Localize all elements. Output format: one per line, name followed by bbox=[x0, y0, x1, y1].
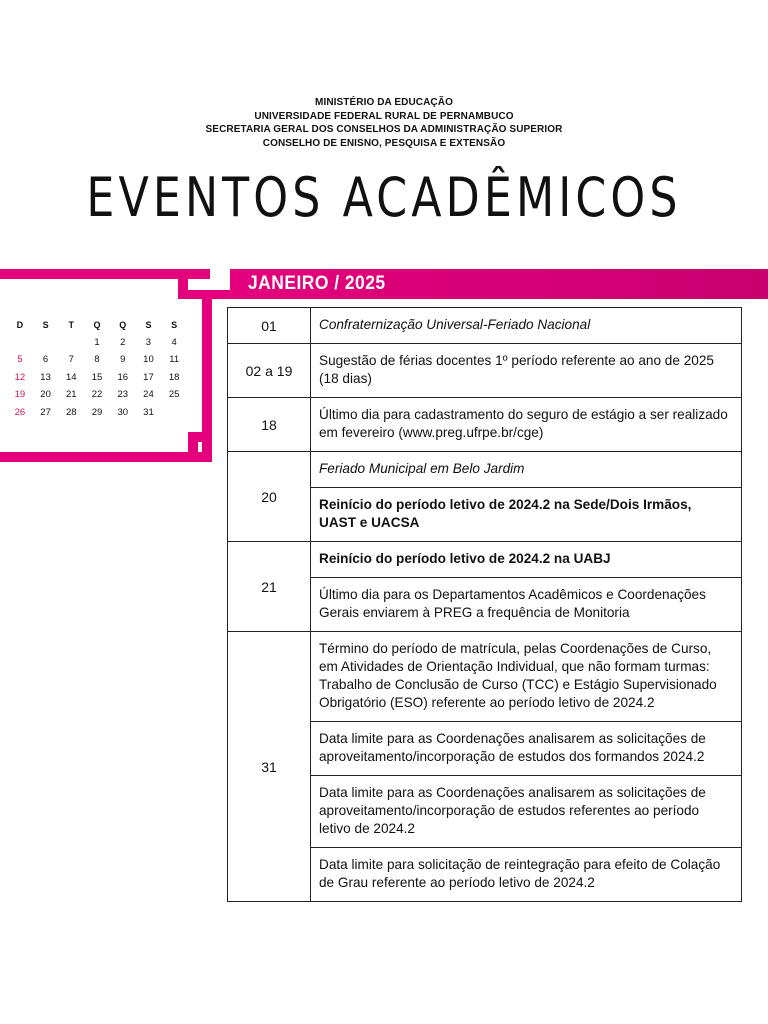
event-description: Data limite para solicitação de reintegração para efeito de Colação de Grau referente ao período letivo de 2024.2 bbox=[311, 847, 741, 901]
event-descriptions bbox=[311, 308, 741, 343]
event-date: 31 bbox=[228, 632, 311, 901]
calendar-day: 28 bbox=[66, 406, 77, 418]
calendar-day: 17 bbox=[143, 371, 154, 383]
calendar-day: 22 bbox=[91, 389, 103, 401]
month-label: JANEIRO / 2025 bbox=[248, 273, 386, 294]
calendar-day: 1 bbox=[94, 336, 100, 348]
event-description: Reinício do período letivo de 2024.2 na Sede/Dois Irmãos, UAST e UACSA bbox=[311, 487, 741, 541]
calendar-day: 6 bbox=[42, 354, 49, 366]
event-descriptions bbox=[311, 542, 741, 631]
calendar-day: 25 bbox=[168, 389, 180, 401]
event-date: 21 bbox=[228, 542, 311, 631]
event-row bbox=[228, 397, 741, 451]
event-description: Término do período de matrícula, pelas Coordenações de Curso, em Atividades de Orientação Individual, que não formam turmas: Trabalho de Conclusão de Curso (TCC) e Estágio Supervisionado Obrigatório (ESO) referente ao período letivo de 2024.2 bbox=[319, 641, 717, 710]
calendar-day: 5 bbox=[17, 354, 23, 366]
calendar-day: 26 bbox=[14, 406, 26, 418]
event-description: Sugestão de férias docentes 1º período referente ao ano de 2025 (18 dias) bbox=[319, 353, 714, 386]
calendar-week-row bbox=[7, 386, 187, 404]
event-date: 18 bbox=[228, 398, 311, 451]
event-row bbox=[228, 451, 741, 541]
event-description: Último dia para os Departamentos Acadêmicos e Coordenações Gerais enviarem à PREG a frequência de Monitoria bbox=[311, 577, 741, 631]
weekday-sunday: D bbox=[16, 319, 24, 330]
calendar-day: 13 bbox=[40, 371, 51, 383]
event-date: 20 bbox=[228, 452, 311, 541]
event-description: Reinício do período letivo de 2024.2 na UABJ bbox=[319, 551, 611, 566]
event-descriptions bbox=[311, 452, 741, 541]
calendar-day: 3 bbox=[145, 336, 152, 348]
calendar-day: 20 bbox=[40, 389, 51, 401]
weekday-thursday: Q bbox=[119, 319, 127, 330]
calendar-weekday-row bbox=[7, 316, 187, 334]
events-table bbox=[227, 307, 742, 902]
frame-notch-side bbox=[188, 432, 198, 462]
calendar-week-row bbox=[7, 404, 187, 422]
calendar-weeks bbox=[7, 334, 187, 422]
event-row bbox=[228, 308, 741, 343]
header-line-secretariat: SECRETARIA GERAL DOS CONSELHOS DA ADMINISTRAÇÃO SUPERIOR bbox=[205, 124, 563, 135]
calendar-day: 12 bbox=[14, 371, 26, 383]
calendar-day: 27 bbox=[40, 406, 51, 418]
event-description: Último dia para cadastramento do seguro de estágio a ser realizado em fevereiro (www.preg.ufrpe.br/cge) bbox=[319, 407, 728, 440]
calendar-day: 11 bbox=[169, 354, 180, 366]
calendar-week-row bbox=[7, 369, 187, 387]
event-date: 02 a 19 bbox=[228, 344, 311, 397]
weekday-friday: S bbox=[145, 319, 152, 330]
event-row bbox=[228, 343, 741, 397]
calendar-day: 19 bbox=[14, 389, 26, 401]
calendar-day: 23 bbox=[117, 389, 129, 401]
calendar-day: 21 bbox=[66, 389, 77, 401]
calendar-day: 4 bbox=[171, 336, 177, 348]
header-line-university: UNIVERSIDADE FEDERAL RURAL DE PERNAMBUCO bbox=[254, 110, 514, 122]
event-row bbox=[228, 541, 741, 631]
weekday-wednesday: Q bbox=[93, 319, 101, 330]
event-descriptions bbox=[311, 344, 741, 397]
event-row bbox=[228, 631, 741, 901]
weekday-tuesday: T bbox=[68, 319, 75, 330]
event-description: Data limite para as Coordenações analisarem as solicitações de aproveitamento/incorporação de estudos dos formandos 2024.2 bbox=[311, 721, 741, 775]
institution-header bbox=[0, 96, 768, 150]
event-description: Data limite para as Coordenações analisarem as solicitações de aproveitamento/incorporação de estudos referentes ao período letivo de 2024.2 bbox=[311, 775, 741, 847]
event-descriptions bbox=[311, 398, 741, 451]
calendar-day: 9 bbox=[120, 354, 126, 366]
page-title: EVENTOS ACADÊMICOS bbox=[86, 166, 682, 229]
header-line-council: CONSELHO DE ENISNO, PESQUISA E EXTENSÃO bbox=[262, 137, 506, 149]
calendar-day: 15 bbox=[91, 371, 103, 383]
event-description: Confraternização Universal-Feriado Nacional bbox=[319, 317, 591, 332]
header-line-ministry: MINISTÉRIO DA EDUCAÇÃO bbox=[315, 97, 453, 108]
calendar-day: 7 bbox=[68, 354, 74, 366]
calendar-day: 8 bbox=[94, 354, 100, 366]
frame-bottom bbox=[0, 452, 212, 462]
calendar-day: 14 bbox=[66, 371, 77, 383]
calendar-day: 2 bbox=[120, 336, 126, 348]
calendar-day: 18 bbox=[168, 371, 180, 383]
calendar-day: 16 bbox=[117, 371, 129, 383]
event-descriptions bbox=[311, 632, 741, 901]
calendar-day: 30 bbox=[117, 406, 129, 418]
calendar-day: 10 bbox=[143, 354, 154, 366]
calendar-day: 31 bbox=[143, 406, 154, 418]
mini-calendar bbox=[7, 316, 187, 421]
event-date: 01 bbox=[228, 308, 311, 343]
event-description: Feriado Municipal em Belo Jardim bbox=[319, 461, 525, 476]
calendar-day: 29 bbox=[91, 406, 103, 418]
calendar-day: 24 bbox=[143, 389, 154, 401]
calendar-week-row bbox=[7, 351, 187, 369]
weekday-monday: S bbox=[42, 319, 49, 330]
weekday-saturday: S bbox=[171, 319, 178, 330]
calendar-week-row bbox=[7, 334, 187, 352]
